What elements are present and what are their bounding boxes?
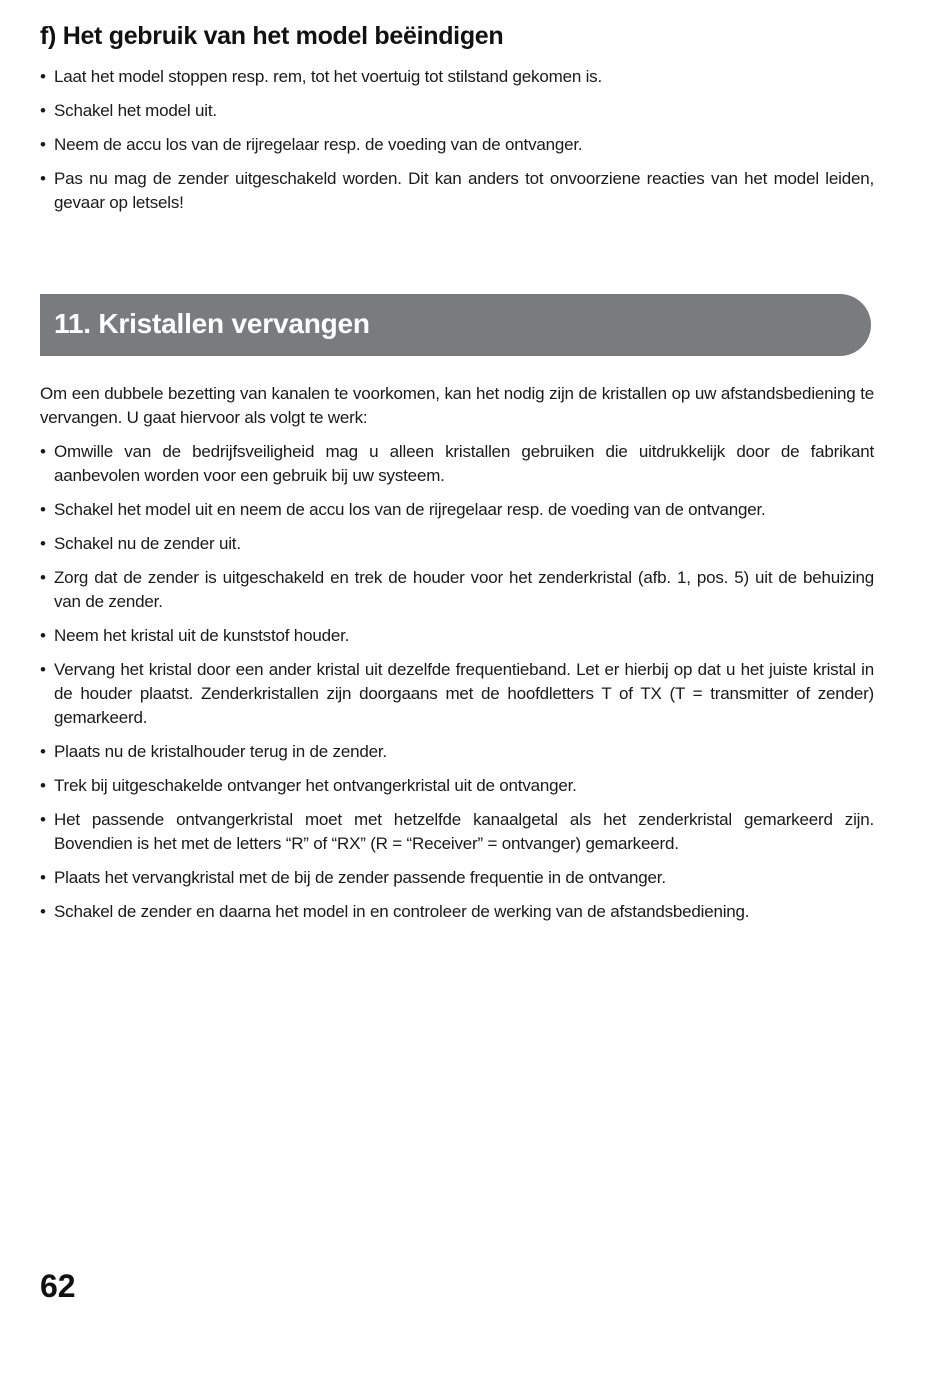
list-item: • Vervang het kristal door een ander kristal uit dezelfde frequentieband. Let er hierbij op dat u het juiste kristal in de houder plaatst. Zenderkristallen zijn doorgaans met de hoofdletters T of TX (T = transmitter of zender) gemarkeerd. <box>40 660 874 727</box>
list-item-text: Schakel nu de zender uit. <box>54 534 241 553</box>
list-item: • Laat het model stoppen resp. rem, tot het voertuig tot stilstand gekomen is. <box>40 67 602 86</box>
list-item: • Zorg dat de zender is uitgeschakeld en trek de houder voor het zenderkristal (afb. 1, pos. 5) uit de behuizing van de zender. <box>40 568 874 611</box>
list-item-text: Plaats nu de kristalhouder terug in de zender. <box>54 742 387 761</box>
section-11-title: 11. Kristallen vervangen <box>54 308 370 339</box>
section-11-intro: Om een dubbele bezetting van kanalen te voorkomen, kan het nodig zijn de kristallen op uw afstandsbediening te vervangen. U gaat hiervoor als volgt te werk: <box>40 384 874 427</box>
list-item: • Plaats het vervangkristal met de bij de zender passende frequentie in de ontvanger. <box>40 868 666 887</box>
list-item-text: Trek bij uitgeschakelde ontvanger het ontvangerkristal uit de ontvanger. <box>54 776 577 795</box>
list-item-text: Schakel de zender en daarna het model in en controleer de werking van de afstandsbediening. <box>54 902 750 921</box>
list-item: • Schakel het model uit. <box>40 101 217 120</box>
section-11-banner <box>40 294 871 356</box>
list-item: • Omwille van de bedrijfsveiligheid mag u alleen kristallen gebruiken die uitdrukkelijk door de fabrikant aanbevolen worden voor een gebruik bij uw systeem. <box>40 442 874 485</box>
list-item: • Neem het kristal uit de kunststof houder. <box>40 626 350 645</box>
list-item-text: Neem het kristal uit de kunststof houder. <box>54 626 350 645</box>
list-item: • Schakel nu de zender uit. <box>40 534 241 553</box>
list-item: • Het passende ontvangerkristal moet met hetzelfde kanaalgetal als het zenderkristal gemarkeerd zijn. Bovendien is het met de letters “R” of “RX” (R = “Receiver” = ontvanger) gemarkeerd. <box>40 810 874 853</box>
section-f-list <box>40 65 874 225</box>
list-item-text: Laat het model stoppen resp. rem, tot het voertuig tot stilstand gekomen is. <box>54 67 602 86</box>
list-item-text: Schakel het model uit en neem de accu los van de rijregelaar resp. de voeding van de ontvanger. <box>54 500 766 519</box>
list-item-text: Schakel het model uit. <box>54 101 217 120</box>
list-item: • Neem de accu los van de rijregelaar resp. de voeding van de ontvanger. <box>40 135 583 154</box>
list-item: • Plaats nu de kristalhouder terug in de zender. <box>40 742 387 761</box>
list-item-text: Pas nu mag de zender uitgeschakeld worden. Dit kan anders tot onvoorziene reacties van het model leiden, gevaar op letsels! <box>54 169 874 212</box>
list-item-text: Het passende ontvangerkristal moet met hetzelfde kanaalgetal als het zenderkristal gemarkeerd zijn. Bovendien is het met de letters “R” of “RX” (R = “Receiver” = ontvanger) gemarkeerd. <box>54 810 874 853</box>
list-item-text: Vervang het kristal door een ander kristal uit dezelfde frequentieband. Let er hierbij op dat u het juiste kristal in de houder plaatst. Zenderkristallen zijn doorgaans met de hoofdletters T of TX (T = transmitter of zender) gemarkeerd. <box>54 660 874 727</box>
section-11-list <box>40 440 874 934</box>
list-item: • Schakel de zender en daarna het model in en controleer de werking van de afstandsbediening. <box>40 902 750 921</box>
list-item-text: Zorg dat de zender is uitgeschakeld en trek de houder voor het zenderkristal (afb. 1, pos. 5) uit de behuizing van de zender. <box>54 568 874 611</box>
list-item-text: Neem de accu los van de rijregelaar resp. de voeding van de ontvanger. <box>54 135 583 154</box>
list-item: • Schakel het model uit en neem de accu los van de rijregelaar resp. de voeding van de ontvanger. <box>40 500 766 519</box>
list-item: • Pas nu mag de zender uitgeschakeld worden. Dit kan anders tot onvoorziene reacties van het model leiden, gevaar op letsels! <box>40 169 874 212</box>
section-f-heading: f) Het gebruik van het model beëindigen <box>40 22 504 50</box>
page-number: 62 <box>40 1268 76 1304</box>
list-item: • Trek bij uitgeschakelde ontvanger het ontvangerkristal uit de ontvanger. <box>40 776 577 795</box>
list-item-text: Plaats het vervangkristal met de bij de zender passende frequentie in de ontvanger. <box>54 868 666 887</box>
list-item-text: Omwille van de bedrijfsveiligheid mag u alleen kristallen gebruiken die uitdrukkelijk door de fabrikant aanbevolen worden voor een gebruik bij uw systeem. <box>54 442 874 485</box>
